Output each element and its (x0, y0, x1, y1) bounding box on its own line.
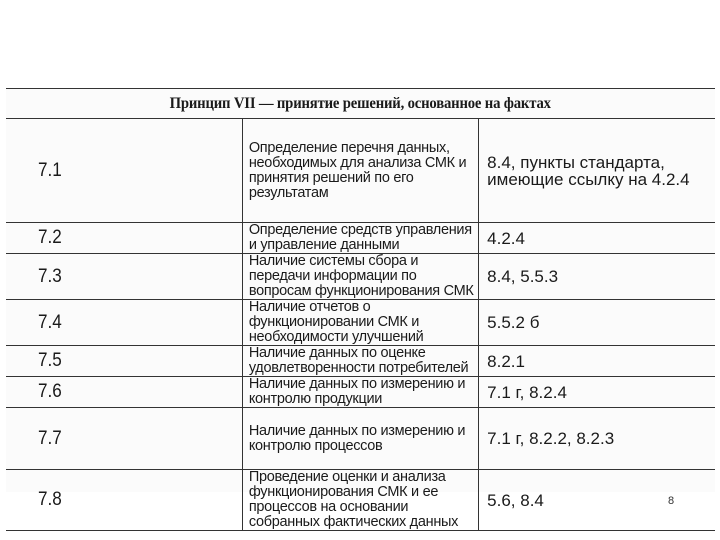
row-reference: 8.4, 5.5.3 (479, 254, 715, 300)
table-row (6, 346, 715, 377)
row-number: 7.6 (6, 377, 242, 408)
table-row (6, 254, 715, 300)
row-number: 7.4 (6, 300, 242, 346)
row-number: 7.1 (6, 119, 242, 223)
row-description: Определение перечня данных, необходимых для анализа СМК и принятия решений по его результатам (242, 119, 478, 223)
page-number: 8 (668, 495, 675, 507)
row-description: Наличие системы сбора и передачи информации по вопросам функционирования СМК (242, 254, 478, 300)
row-number: 7.8 (6, 470, 242, 531)
row-description: Наличие данных по оценке удовлетворенности потребителей (242, 346, 478, 377)
table-row (6, 377, 715, 408)
row-reference: 5.6, 8.4 (479, 470, 715, 531)
row-reference: 8.4, пункты стандарта, имеющие ссылку на 4.2.4 (479, 119, 715, 223)
row-description: Наличие отчетов о функционировании СМК и необходимости улучшений (242, 300, 478, 346)
row-reference: 8.2.1 (479, 346, 715, 377)
table-row (6, 119, 715, 223)
principle-table (6, 88, 715, 531)
scanned-table-image (6, 88, 715, 530)
table-row (6, 223, 715, 254)
row-number: 7.7 (6, 408, 242, 470)
row-reference: 5.5.2 б (479, 300, 715, 346)
row-reference: 7.1 г, 8.2.4 (479, 377, 715, 408)
row-reference: 4.2.4 (479, 223, 715, 254)
table-title-cell (6, 89, 715, 119)
table-row (6, 300, 715, 346)
row-description: Наличие данных по измерению и контролю процессов (242, 408, 478, 470)
table-row (6, 408, 715, 470)
row-number: 7.3 (6, 254, 242, 300)
table-title: Принцип VII — принятие решений, основанное на фактах (169, 94, 552, 112)
table-title-row (6, 89, 715, 119)
row-description: Определение средств управления и управление данными (242, 223, 478, 254)
table-row (6, 470, 715, 531)
row-description: Наличие данных по измерению и контролю продукции (242, 377, 478, 408)
row-description: Проведение оценки и анализа функционирования СМК и ее процессов на основании собранных фактических данных (242, 470, 478, 531)
row-number: 7.5 (6, 346, 242, 377)
row-number: 7.2 (6, 223, 242, 254)
row-reference: 7.1 г, 8.2.2, 8.2.3 (479, 408, 715, 470)
